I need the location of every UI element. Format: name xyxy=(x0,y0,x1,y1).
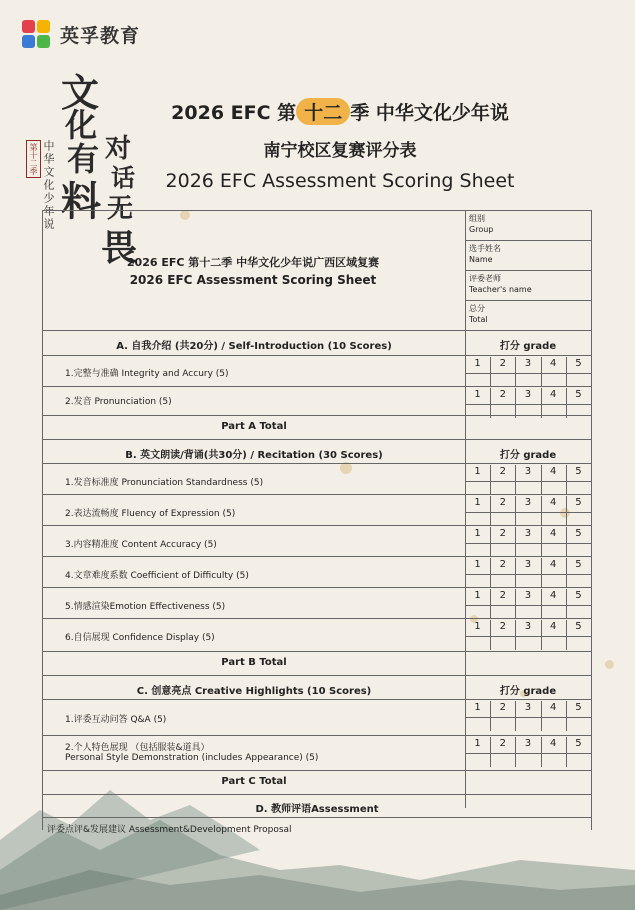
section-b-top xyxy=(43,439,591,440)
score-row xyxy=(465,357,591,389)
score-row xyxy=(465,737,591,769)
subtitle-cn: 南宁校区复赛评分表 xyxy=(263,141,417,161)
criterion-label-line1: 2.个人特色展现 （包括服装&道具） xyxy=(65,743,210,753)
score-row xyxy=(465,388,591,420)
section-b-header: B. 英文朗读/背诵(共30分) / Recitation (30 Scores) xyxy=(125,450,383,461)
score-option-4[interactable]: 4 xyxy=(550,389,557,400)
subtitle-en: 2026 EFC Assessment Scoring Sheet xyxy=(165,170,515,192)
brand-name: 英孚教育 xyxy=(60,24,141,47)
score-row xyxy=(465,701,591,733)
score-option-5[interactable]: 5 xyxy=(575,358,582,369)
part-c-total: Part C Total xyxy=(221,776,287,787)
section-a-header: A. 自我介绍 (共20分) / Self-Introduction (10 Scores) xyxy=(116,341,392,352)
score-option-5[interactable]: 5 xyxy=(575,466,582,477)
score-option-4[interactable]: 4 xyxy=(550,466,557,477)
score-option-5[interactable]: 5 xyxy=(575,528,582,539)
criterion-label-line2: Personal Style Demonstration (includes Appearance) (5) xyxy=(65,753,319,763)
score-option-3[interactable]: 3 xyxy=(524,590,532,601)
section-d-top xyxy=(43,794,591,795)
logo-square-green xyxy=(37,35,50,48)
row-divider xyxy=(43,735,591,736)
calligraphy-char: 化 xyxy=(65,106,98,144)
section-c-top xyxy=(43,675,591,676)
sheet-title-cn: 2026 EFC 第十二季 中华文化少年说广西区域复赛 xyxy=(126,256,380,269)
score-option-2[interactable]: 2 xyxy=(499,528,506,539)
criterion-label: 1.发音标准度 Pronunciation Standardness (5) xyxy=(65,478,264,488)
score-option-5[interactable]: 5 xyxy=(575,389,582,400)
score-row xyxy=(465,558,591,590)
score-option-1[interactable]: 1 xyxy=(474,389,481,400)
criterion-label: 2.表达流畅度 Fluency of Expression (5) xyxy=(65,509,236,519)
score-option-3[interactable]: 3 xyxy=(524,559,532,570)
title-highlight: 十二 xyxy=(296,98,350,125)
score-row xyxy=(465,589,591,621)
criterion-label: 2.发音 Pronunciation (5) xyxy=(65,397,172,407)
criterion-label: 4.文章难度系数 Coefficient of Difficulty (5) xyxy=(65,571,249,581)
info-label-teacher xyxy=(469,273,532,295)
score-option-4[interactable]: 4 xyxy=(550,528,557,539)
info-divider xyxy=(465,240,591,241)
calligraphy-char: 文 xyxy=(61,70,100,115)
score-option-4[interactable]: 4 xyxy=(550,702,557,713)
score-row xyxy=(465,620,591,652)
info-divider xyxy=(465,270,591,271)
row-divider xyxy=(43,463,591,464)
row-divider xyxy=(43,355,591,356)
calligraphy-char: 对 xyxy=(105,134,132,164)
logo-square-blue xyxy=(22,35,35,48)
calligraphy-char: 有 xyxy=(67,140,100,178)
score-option-1[interactable]: 1 xyxy=(474,621,481,632)
score-option-1[interactable]: 1 xyxy=(474,702,481,713)
calligraphy-char: 畏 xyxy=(101,227,138,269)
info-label-cn: 总分 xyxy=(469,304,485,313)
score-row xyxy=(465,496,591,528)
sheet-title-en: 2026 EFC Assessment Scoring Sheet xyxy=(129,273,377,287)
score-option-5[interactable]: 5 xyxy=(575,702,582,713)
score-option-4[interactable]: 4 xyxy=(550,559,557,570)
info-label-en: Group xyxy=(469,225,494,234)
score-option-5[interactable]: 5 xyxy=(575,738,582,749)
info-label-group xyxy=(469,213,493,235)
score-option-3[interactable]: 3 xyxy=(524,389,532,400)
season-seal: 第十二季 xyxy=(26,140,41,178)
score-option-1[interactable]: 1 xyxy=(474,738,481,749)
score-option-1[interactable]: 1 xyxy=(474,358,481,369)
criterion-label: 6.自信展现 Confidence Display (5) xyxy=(65,633,215,643)
score-option-3[interactable]: 3 xyxy=(524,621,532,632)
score-option-2[interactable]: 2 xyxy=(499,702,506,713)
score-option-4[interactable]: 4 xyxy=(550,358,557,369)
info-label-total xyxy=(469,303,488,325)
calligraphy-vertical-text: 中华文化少年说 xyxy=(42,140,55,231)
score-option-5[interactable]: 5 xyxy=(575,559,582,570)
row-divider xyxy=(43,770,591,771)
score-option-1[interactable]: 1 xyxy=(474,528,481,539)
score-option-3[interactable]: 3 xyxy=(524,738,532,749)
score-option-2[interactable]: 2 xyxy=(499,389,506,400)
score-option-2[interactable]: 2 xyxy=(499,559,506,570)
info-label-cn: 选手姓名 xyxy=(469,244,501,253)
score-option-5[interactable]: 5 xyxy=(575,590,582,601)
decorative-spot xyxy=(605,660,614,669)
score-option-1[interactable]: 1 xyxy=(474,466,481,477)
info-label-en: Total xyxy=(469,315,488,324)
info-label-name xyxy=(469,243,501,265)
score-option-1[interactable]: 1 xyxy=(474,590,481,601)
criterion-label: 1.完整与准确 Integrity and Accury (5) xyxy=(65,369,229,379)
part-a-total: Part A Total xyxy=(221,421,287,432)
ef-logo-icon xyxy=(22,20,50,48)
score-row xyxy=(465,527,591,559)
score-option-5[interactable]: 5 xyxy=(575,621,582,632)
score-option-4[interactable]: 4 xyxy=(550,590,557,601)
score-option-3[interactable]: 3 xyxy=(524,702,532,713)
sheet-right-border xyxy=(591,210,592,830)
title-suffix: 季 中华文化少年说 xyxy=(350,102,509,124)
calligraphy-char: 无 xyxy=(107,194,134,224)
page-title xyxy=(140,98,540,125)
info-label-en: Name xyxy=(469,255,493,264)
score-option-4[interactable]: 4 xyxy=(550,621,557,632)
section-d-header: D. 教师评语Assessment xyxy=(255,804,379,815)
score-option-3[interactable]: 3 xyxy=(524,497,532,508)
score-option-2[interactable]: 2 xyxy=(499,738,506,749)
info-label-cn: 组别 xyxy=(469,214,485,223)
row-divider xyxy=(43,817,591,818)
score-option-1[interactable]: 1 xyxy=(474,559,481,570)
scoring-sheet xyxy=(42,210,591,835)
info-label-en: Teacher's name xyxy=(469,285,532,294)
calligraphy-char: 话 xyxy=(111,163,135,192)
brand-header xyxy=(22,20,140,48)
score-option-3[interactable]: 3 xyxy=(524,528,532,539)
score-row xyxy=(465,465,591,497)
calligraphy-char: 料 xyxy=(61,178,101,225)
score-option-2[interactable]: 2 xyxy=(499,621,506,632)
part-b-total: Part B Total xyxy=(221,657,287,668)
grade-label: 打分 grade xyxy=(499,686,557,697)
grade-label: 打分 grade xyxy=(499,341,557,352)
row-divider xyxy=(43,699,591,700)
score-option-4[interactable]: 4 xyxy=(550,497,557,508)
score-option-2[interactable]: 2 xyxy=(499,590,506,601)
info-divider xyxy=(465,300,591,301)
comment-label: 评委点评&发展建议 Assessment&Development Proposal xyxy=(47,825,292,835)
section-c-header: C. 创意亮点 Creative Highlights (10 Scores) xyxy=(136,686,372,697)
logo-square-yellow xyxy=(37,20,50,33)
score-option-2[interactable]: 2 xyxy=(499,497,506,508)
info-label-cn: 评委老师 xyxy=(469,274,501,283)
criterion-label: 1.评委互动问答 Q&A (5) xyxy=(65,715,167,725)
score-option-2[interactable]: 2 xyxy=(499,358,506,369)
title-prefix: 2026 EFC 第 xyxy=(171,102,297,124)
section-a-top xyxy=(43,330,591,331)
score-option-2[interactable]: 2 xyxy=(499,466,506,477)
logo-square-red xyxy=(22,20,35,33)
score-option-3[interactable]: 3 xyxy=(524,358,532,369)
grade-label: 打分 grade xyxy=(499,450,557,461)
score-option-5[interactable]: 5 xyxy=(575,497,582,508)
info-row-divider xyxy=(43,210,591,211)
criterion-label: 5.情感渲染Emotion Effectiveness (5) xyxy=(65,602,226,612)
score-option-3[interactable]: 3 xyxy=(524,466,532,477)
criterion-label: 3.内容精准度 Content Accuracy (5) xyxy=(65,540,217,550)
score-option-4[interactable]: 4 xyxy=(550,738,557,749)
score-option-1[interactable]: 1 xyxy=(474,497,481,508)
